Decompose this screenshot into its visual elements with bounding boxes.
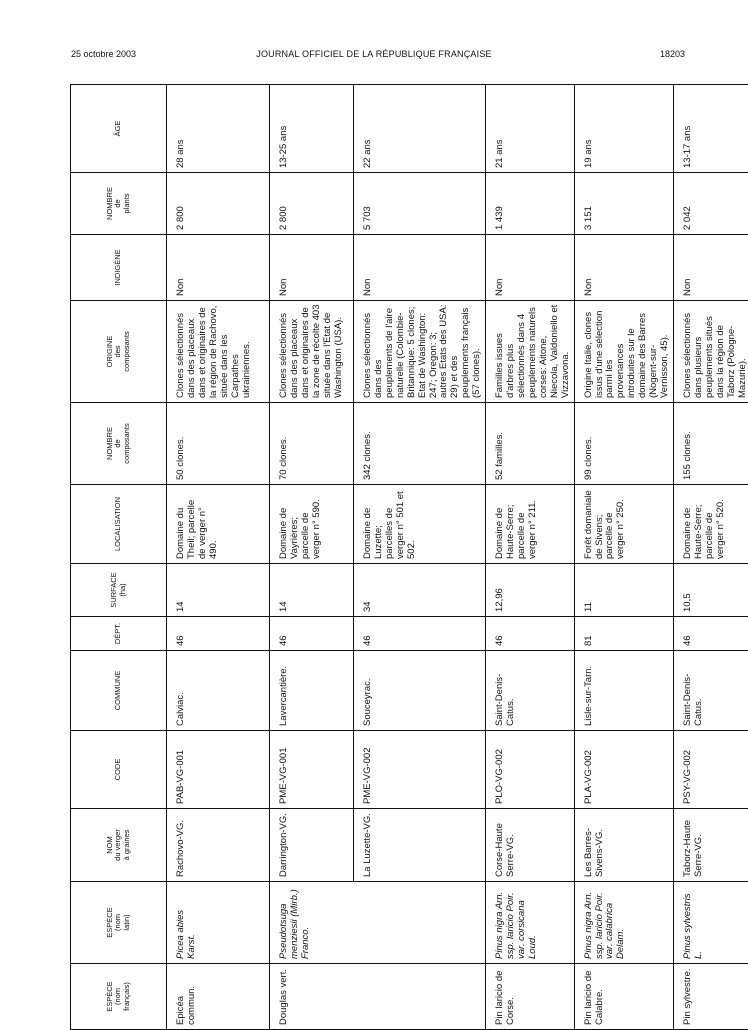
cell-surface: 11 xyxy=(574,564,673,617)
cell-age: 21 ans xyxy=(486,85,574,173)
cell-nb-composants: 342 clones. xyxy=(354,403,486,485)
cell-indigene: Non xyxy=(270,235,354,301)
cell-localisation: Domaine de Vayrières; parcelle de verger n° 590. xyxy=(270,485,354,564)
cell-surface: 12,96 xyxy=(486,564,574,617)
cell-surface: 14 xyxy=(270,564,354,617)
cell-espece-fr xyxy=(354,964,486,1030)
col-header-origine: ORIGINE des composants xyxy=(71,301,167,403)
cell-age: 22 ans xyxy=(354,85,486,173)
cell-dept: 46 xyxy=(673,617,748,651)
table-row xyxy=(486,85,574,1030)
cell-origine: Origine Italie, clones issus d'une sélection parmi les provenances introduites sur le domaine des Barres (Nogent-sur-Vernisson, 45). xyxy=(574,301,673,403)
header-date: 25 octobre 2003 xyxy=(71,49,137,59)
cell-localisation: Forêt domaniale de Sivens; parcelle de verger n° 250. xyxy=(574,485,673,564)
col-header-code: CODE xyxy=(71,731,167,809)
cell-dept: 46 xyxy=(354,617,486,651)
col-header-indigene: INDIGÈNE xyxy=(71,235,167,301)
cell-nb-plants: 2 800 xyxy=(167,173,270,235)
col-header-dept: DÉPT. xyxy=(71,617,167,651)
cell-commune: Lavercantière. xyxy=(270,651,354,731)
cell-surface: 10,5 xyxy=(673,564,748,617)
cell-nb-composants: 50 clones. xyxy=(167,403,270,485)
cell-indigene: Non xyxy=(673,235,748,301)
header-title: JOURNAL OFFICIEL DE LA RÉPUBLIQUE FRANÇAISE xyxy=(256,49,492,59)
cell-surface: 34 xyxy=(354,564,486,617)
cell-age: 28 ans xyxy=(167,85,270,173)
cell-origine: Familles issues d'arbres plus sélectionnés dans 4 peuplements naturels corses: Aitone, Niecola, Valdoniello et Vizzavona. xyxy=(486,301,574,403)
cell-espece-fr: Pin laricio de Corse. xyxy=(486,964,574,1030)
col-header-espece-latin: ESPÈCE (nom latin) xyxy=(71,882,167,964)
cell-espece-fr: Pin sylvestre. xyxy=(673,964,748,1030)
cell-code: PME-VG-001 xyxy=(270,731,354,809)
table-row xyxy=(270,85,354,1030)
cell-espece-fr: Pin laricio de Calabre. xyxy=(574,964,673,1030)
cell-origine: Clones sélectionnés dans des placeaux dans et originaires de la région de Rachovo, située dans les Carpathes ukrainiennes. xyxy=(167,301,270,403)
cell-nom: Darrington-VG. xyxy=(270,809,354,882)
cell-nb-composants: 70 clones. xyxy=(270,403,354,485)
cell-indigene: Non xyxy=(486,235,574,301)
cell-nb-plants: 2 800 xyxy=(270,173,354,235)
col-header-nom: NOM du verger à graines xyxy=(71,809,167,882)
cell-espece-latin: Picea abies Karst. xyxy=(167,882,270,964)
cell-code: PLO-VG-002 xyxy=(486,731,574,809)
cell-espece-latin: Pinus sylvestris L. xyxy=(673,882,748,964)
col-header-surface: SURFACE (ha) xyxy=(71,564,167,617)
col-header-localisation: LOCALISATION xyxy=(71,485,167,564)
cell-espece-fr: Douglas vert. xyxy=(270,964,354,1030)
cell-surface: 14 xyxy=(167,564,270,617)
cell-nb-plants: 3 151 xyxy=(574,173,673,235)
col-header-age: ÂGE xyxy=(71,85,167,173)
cell-localisation: Domaine de Luzette; parcelles de verger n° 501 et 502. xyxy=(354,485,486,564)
cell-code: PSY-VG-002 xyxy=(673,731,748,809)
cell-nb-plants: 5 703 xyxy=(354,173,486,235)
cell-age: 13-17 ans xyxy=(673,85,748,173)
cell-dept: 46 xyxy=(270,617,354,651)
cell-age: 19 ans xyxy=(574,85,673,173)
cell-nom: Rachovo-VG. xyxy=(167,809,270,882)
cell-nb-composants: 52 familles. xyxy=(486,403,574,485)
cell-localisation: Domaine de Haute-Serre; parcelle de verger n° 520. xyxy=(673,485,748,564)
rotated-table-wrapper xyxy=(70,85,748,1030)
cell-code: PME-VG-002 xyxy=(354,731,486,809)
cell-dept: 81 xyxy=(574,617,673,651)
table-row xyxy=(574,85,673,1030)
cell-nb-plants: 1 439 xyxy=(486,173,574,235)
cell-localisation: Domaine du Theil; parcelle de verger n° 490. xyxy=(167,485,270,564)
cell-origine: Clones sélectionnés dans plusieurs peuplements situés dans la région de Taborz (Pologne-Mazurie). xyxy=(673,301,748,403)
cell-nom: Taborz-Haute Serre-VG. xyxy=(673,809,748,882)
cell-commune: Souceyrac. xyxy=(354,651,486,731)
cell-commune: Saint-Denis-Catus. xyxy=(486,651,574,731)
cell-nom: Corse-Haute Serre-VG. xyxy=(486,809,574,882)
cell-commune: Lisle-sur-Tarn. xyxy=(574,651,673,731)
cell-nom: Les Barres-Sivens-VG. xyxy=(574,809,673,882)
cell-espece-latin: Pinus nigra Arn. ssp. laricio Poir. var. corsicana Loud. xyxy=(486,882,574,964)
cell-age: 13-25 ans xyxy=(270,85,354,173)
table-row xyxy=(354,85,486,1030)
cell-nb-composants: 155 clones. xyxy=(673,403,748,485)
cell-espece-fr: Epicéa commun. xyxy=(167,964,270,1030)
cell-code: PAB-VG-001 xyxy=(167,731,270,809)
cell-dept: 46 xyxy=(167,617,270,651)
cell-commune: Saint-Denis-Catus. xyxy=(673,651,748,731)
table-row xyxy=(167,85,270,1030)
cell-indigene: Non xyxy=(574,235,673,301)
cell-origine: Clones sélectionnés dans des peuplements de l'aire naturelle (Colombie-Britannique: 5 clones; Etat de Washington: 247; Oregon: 3; autres Etats des USA: 29) et des peuplements français (57 clones). xyxy=(354,301,486,403)
cell-espece-latin xyxy=(354,882,486,964)
orchard-table xyxy=(70,84,748,1030)
header-page-number: 18203 xyxy=(659,49,685,59)
cell-localisation: Domaine de Haute-Serre; parcelle de verger n° 211. xyxy=(486,485,574,564)
header-row xyxy=(71,85,167,1030)
cell-nom: La Luzette-VG. xyxy=(354,809,486,882)
cell-espece-latin: Pinus nigra Arn. ssp. laricio Poir. var. calabrica Delam. xyxy=(574,882,673,964)
col-header-nb-composants: NOMBRE de composants xyxy=(71,403,167,485)
cell-code: PLA-VG-002 xyxy=(574,731,673,809)
cell-indigene: Non xyxy=(354,235,486,301)
col-header-commune: COMMUNE xyxy=(71,651,167,731)
cell-commune: Calviac. xyxy=(167,651,270,731)
col-header-nb-plants: NOMBRE de plants xyxy=(71,173,167,235)
col-header-espece-fr: ESPÈCE (nom français) xyxy=(71,964,167,1030)
cell-nb-composants: 99 clones. xyxy=(574,403,673,485)
cell-espece-latin: Pseudotsuga menziesii (Mirb.) Franco. xyxy=(270,882,354,964)
cell-nb-plants: 2 042 xyxy=(673,173,748,235)
cell-dept: 46 xyxy=(486,617,574,651)
cell-origine: Clones sélectionnés dans des placeaux dans et originaires de la zone de récolte 403 située dans l'Etat de Washington (USA). xyxy=(270,301,354,403)
table-row xyxy=(673,85,748,1030)
cell-indigene: Non xyxy=(167,235,270,301)
